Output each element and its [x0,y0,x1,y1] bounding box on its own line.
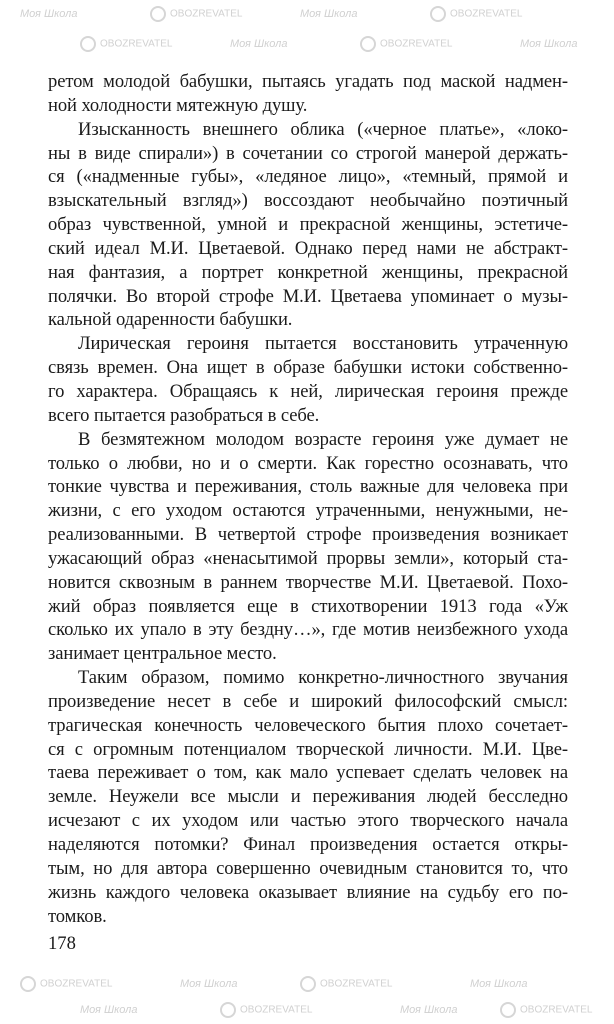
text-line: образ чувственной, умной и прекрасной женщины, эстетиче- [48,214,568,236]
text-line: всего пытается разобраться в себе. [48,404,320,426]
page-number: 178 [48,933,76,955]
watermark: OBOZREVATEL [500,1002,592,1019]
text-line: ретом молодой бабушки, пытаясь угадать под маской надмен- [48,71,568,92]
text-line: тонкие чувства и переживания, столь важные для человека при [48,476,568,498]
watermark: Моя Школа [400,1004,458,1016]
text-line: ужасающий образ «ненасытимой прорвы земли», который ста- [48,547,568,569]
text-line: го характера. Обращаясь к ней, лирическая героиня прежде [48,380,568,402]
paragraph [48,666,568,928]
text-line: таева переживает о том, как мало успевает сделать человек на [48,762,568,784]
watermark: Моя Школа [80,1004,138,1016]
watermark: OBOZREVATEL [220,1002,312,1019]
watermark: OBOZREVATEL [80,36,172,53]
text-line: взыскательный взгляд») воссоздают необычайно поэтичный [48,190,568,212]
watermark: OBOZREVATEL [300,976,392,993]
paragraph [48,428,568,666]
watermark: Моя Школа [520,38,578,50]
paragraph [48,332,568,427]
text-line: тым, но для автора совершенно очевидным становится то, что [48,857,568,879]
text-line: реализованными. В четвертой строфе произведения возникает [48,524,568,546]
text-line: только о любви, но и о смерти. Как горестно осознавать, что [48,452,568,474]
text-line: Изысканность внешнего облика («черное платье», «локо- [78,118,568,140]
text-line: томков. [48,905,107,927]
text-line: ной холодности мятежную душу. [48,94,308,116]
text-line: жизнь каждого человека оказывает влияние на судьбу его по- [48,881,568,903]
text-line: полячки. Во второй строфе М.И. Цветаева упоминает о музы- [48,285,568,307]
text-line: ны в виде спирали») в сочетании со строгой манерой держать- [48,142,568,164]
text-line: ский идеал М.И. Цветаевой. Однако перед нами не абстракт- [48,237,568,259]
watermark: OBOZREVATEL [430,6,522,23]
paragraph [48,70,568,118]
text-line: жий образ появляется еще в стихотворении 1913 года «Уж [48,595,568,617]
paragraph [48,118,568,333]
text-line: Лирическая героиня пытается восстановить утраченную [78,333,568,355]
text-line: ная фантазия, а портрет конкретной женщины, прекрасной [48,261,568,283]
watermark: Моя Школа [230,38,288,50]
text-line: произведение несет в себе и широкий философский смысл: [48,690,568,712]
text-line: жизни, с его уходом остаются утраченными, ненужными, не- [48,500,568,522]
text-line: В безмятежном молодом возрасте героиня уже думает не [78,428,568,450]
watermark: Моя Школа [300,8,358,20]
text-line: ся («надменные губы», «ледяное лицо», «темный, прямой и [48,166,568,188]
text-line: наделяются потомки? Финал произведения остается откры- [48,834,568,855]
text-line: сколько их упало в эту бездну…», где мотив неизбежного ухода [48,619,568,641]
text-line: земле. Неужели все мысли и переживания людей бесследно [48,786,568,808]
text-line: Таким образом, помимо конкретно-личностного звучания [78,667,568,689]
watermark: OBOZREVATEL [360,36,452,53]
watermark: OBOZREVATEL [20,976,112,993]
text-line: исчезают с их уходом или частью этого творческого начала [48,810,568,832]
book-page [48,70,568,956]
text-line: кальной одаренности бабушки. [48,309,293,331]
watermark: Моя Школа [180,978,238,990]
text-line: трагическая конечность человеческого бытия плохо сочетает- [48,714,568,736]
text-line: занимает центральное место. [48,643,277,665]
watermark: Моя Школа [20,8,78,20]
text-line: связь времен. Она ищет в образе бабушки истоки собственно- [48,357,568,379]
text-line: новится сквозным в раннем творчестве М.И. Цветаевой. Похо- [48,571,568,593]
watermark: Моя Школа [470,978,528,990]
watermark: OBOZREVATEL [150,6,242,23]
text-line: ся с огромным потенциалом творческой личности. М.И. Цве- [48,738,568,760]
